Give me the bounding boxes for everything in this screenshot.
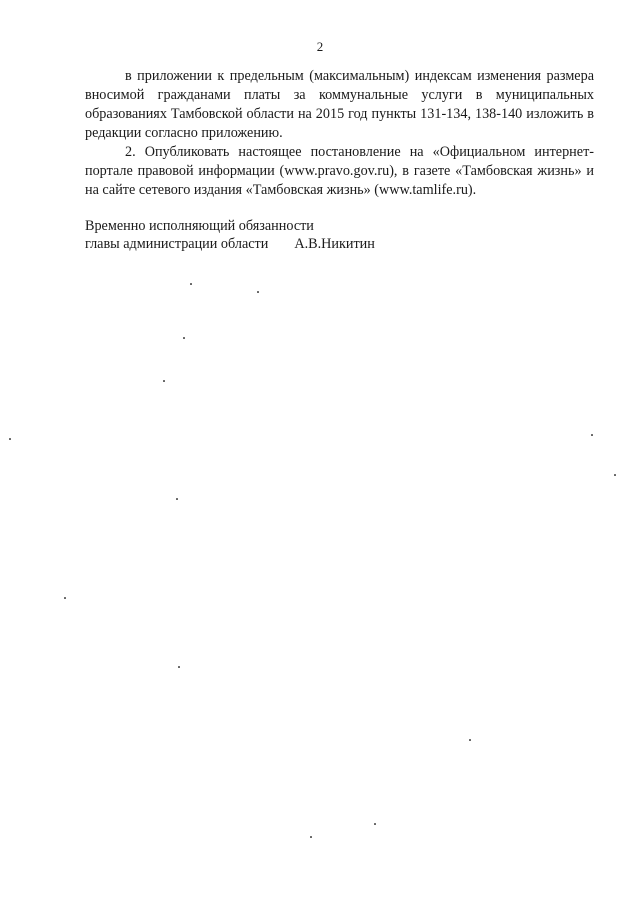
document-body (85, 67, 594, 200)
signer-position-line-2 (85, 235, 485, 253)
paragraph-publication: 2. Опубликовать настоящее постановление на «Официальном интернет-портале правовой информации (www.pravo.gov.ru), в газете «Тамбовская жизнь» и на сайте сетевого издания «Тамбовская жизнь» (www.tamlife.ru). (85, 144, 594, 198)
scan-speck (9, 438, 11, 440)
scan-speck (374, 823, 376, 825)
scan-speck (310, 836, 312, 838)
scan-speck (176, 498, 178, 500)
scan-speck (64, 597, 66, 599)
scan-speck (190, 283, 192, 285)
scan-speck (614, 474, 616, 476)
scan-speck (257, 291, 259, 293)
signer-name: А.В.Никитин (294, 236, 375, 252)
signature-block (85, 217, 485, 253)
signer-position: главы администрации области (85, 236, 269, 252)
scan-speck (469, 739, 471, 741)
paragraph-appendix-amendment: в приложении к предельным (максимальным) индексам изменения размера вносимой гражданами платы за коммунальные услуги в муниципальных образованиях Тамбовской области на 2015 год пункты 131-134, 138-140 изложить в редакции согласно приложению. (85, 68, 594, 141)
scan-speck (183, 337, 185, 339)
scan-speck (591, 434, 593, 436)
page-number: 2 (316, 39, 324, 54)
signer-position-line-1: Временно исполняющий обязанности (85, 218, 314, 234)
scan-speck (178, 666, 180, 668)
scan-speck (163, 380, 165, 382)
